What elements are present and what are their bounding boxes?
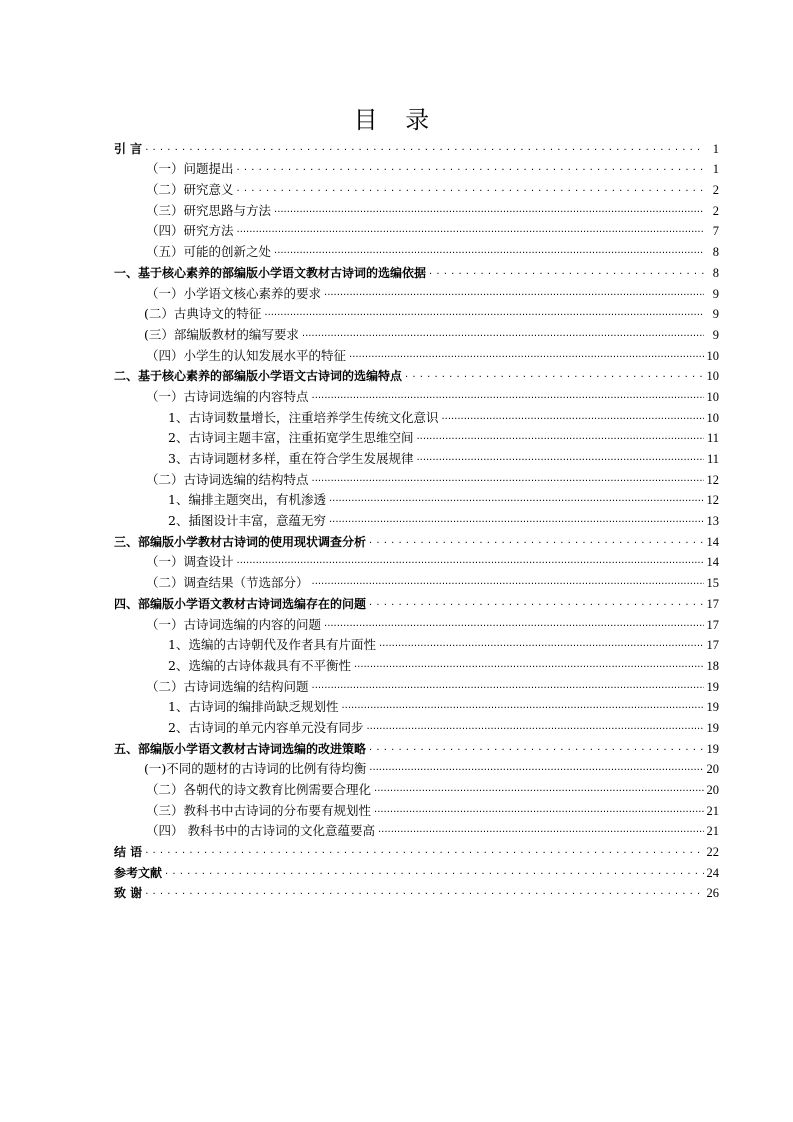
dot-leader [329,492,704,508]
toc-entry[interactable] [114,777,719,798]
dot-leader [145,141,704,157]
toc-entry-label: 参考文献 [114,865,163,880]
toc-entry-label: （二）研究意义 [146,182,234,198]
toc-entry[interactable] [114,715,719,736]
toc-entry-page: 10 [706,348,719,363]
toc-entry-label: (二）古典诗文的特征 [144,306,262,322]
toc-entry-page: 8 [712,245,719,260]
toc-entry-label: (三）部编版教材的编写要求 [144,326,299,342]
toc-entry-label: 三、部编版小学教材古诗词的使用现状调查分析 [114,534,367,549]
toc-entry-label: 致 谢 [114,886,143,901]
toc-entry[interactable] [114,819,719,840]
toc-entry[interactable] [114,570,719,591]
toc-entry-page: 9 [712,307,719,322]
toc-entry-label: （一）古诗词选编的内容的问题 [146,616,322,632]
toc-entry-page: 9 [712,286,719,301]
toc-entry-label: 引 言 [114,141,143,156]
dot-leader [237,182,704,198]
dot-leader [145,844,703,860]
toc-entry-page: 14 [706,555,719,570]
toc-entry-page: 12 [706,472,719,487]
toc-entry[interactable] [114,612,719,633]
toc-entry[interactable] [114,550,719,571]
toc-entry-label: 1、选编的古诗朝代及作者具有片面性 [168,637,376,653]
toc-entry-label: 五、部编版小学语文教材古诗词选编的改进策略 [114,741,367,756]
toc-entry[interactable] [114,343,719,364]
toc-entry-label: （二）古诗词选编的结构特点 [146,471,309,487]
toc-entry[interactable] [114,136,719,157]
toc-entry-page: 1 [712,162,719,177]
toc-entry-page: 14 [706,534,719,549]
toc-entry-label: （二）调查结果（节选部分） [146,575,309,591]
toc-entry-label: （一）古诗词选编的内容特点 [146,388,309,404]
dot-leader [366,720,703,736]
toc-entry-page: 20 [706,783,719,797]
toc-entry[interactable] [114,798,719,819]
dot-leader [369,741,703,757]
toc-entry-page: 19 [706,720,719,735]
toc-entry-page: 2 [712,183,719,198]
dot-leader [312,472,704,488]
toc-entry-page: 22 [706,845,719,860]
toc-entry-label: 一、基于核心素养的部编版小学语文教材古诗词的选编依据 [114,265,427,280]
toc-entry-label: 二、基于核心素养的部编版小学语文古诗词的选编特点 [114,369,403,384]
toc-entry[interactable] [114,757,719,778]
toc-entry[interactable] [114,302,719,323]
toc-entry[interactable] [114,322,719,343]
dot-leader [264,306,704,322]
toc-entry[interactable] [114,653,719,674]
dot-leader [237,223,704,239]
toc-entry-label: 四、部编版小学语文教材古诗词选编存在的问题 [114,596,367,611]
toc-entry-label: （四） 教科书中的古诗词的文化意蕴要高 [146,823,375,839]
dot-leader [237,161,704,177]
toc-entry-page: 24 [706,865,719,880]
toc-entry-label: 2、选编的古诗体裁具有不平衡性 [168,657,351,673]
dot-leader [374,803,703,819]
toc-entry[interactable] [114,177,719,198]
toc-entry[interactable] [114,881,719,902]
toc-entry[interactable] [114,384,719,405]
dot-leader [341,699,703,715]
toc-entry-label: 1、古诗词的编排尚缺乏规划性 [168,699,339,715]
toc-entry-label: （二）各朝代的诗文教育比例需要合理化 [146,782,372,797]
toc-entry-label: （三）研究思路与方法 [146,202,272,218]
toc-entry-label: （四）研究方法 [146,223,234,239]
toc-entry[interactable] [114,860,719,881]
toc-entry-label: 1、编排主题突出，有机渗透 [168,492,326,508]
toc-entry-page: 15 [706,576,719,591]
toc-entry[interactable] [114,695,719,716]
table-of-contents [114,136,719,901]
toc-entry-page: 12 [706,493,719,508]
toc-entry[interactable] [114,198,719,219]
toc-entry-page: 20 [706,762,719,777]
page-title: 目 录 [353,106,440,134]
toc-entry-label: （一）小学语文核心素养的要求 [146,285,322,301]
toc-entry-page: 17 [706,638,719,653]
dot-leader [416,451,703,467]
toc-entry[interactable] [114,281,719,302]
dot-leader [312,679,704,695]
toc-entry-page: 10 [706,410,719,425]
dot-leader [324,286,704,302]
toc-entry-page: 2 [712,203,719,218]
dot-leader [312,575,704,591]
dot-leader [354,658,704,674]
dot-leader [349,348,703,364]
toc-entry-page: 19 [706,741,719,756]
dot-leader [165,865,703,881]
dot-leader [374,782,703,798]
toc-entry[interactable] [114,405,719,426]
toc-entry[interactable] [114,446,719,467]
dot-leader [378,823,704,839]
toc-entry[interactable] [114,364,719,385]
toc-entry-label: 3、古诗词题材多样，重在符合学生发展规律 [168,451,414,466]
toc-entry-label: （一）问题提出 [146,161,234,177]
toc-entry-label: 结 语 [114,845,143,860]
toc-entry-label: （二）古诗词选编的结构问题 [146,678,309,694]
toc-entry[interactable] [114,633,719,654]
toc-entry-page: 19 [706,679,719,694]
toc-entry-page: 1 [712,141,719,156]
dot-leader [416,430,703,446]
toc-entry-label: 2、古诗词的单元内容单元没有同步 [168,719,364,735]
dot-leader [274,203,704,219]
dot-leader [369,761,703,777]
toc-entry-page: 10 [706,389,719,404]
toc-entry-page: 9 [712,327,719,342]
toc-entry[interactable] [114,239,719,260]
toc-entry-page: 11 [706,452,719,466]
dot-leader [302,327,704,343]
dot-leader [312,389,704,405]
dot-leader [441,410,703,426]
toc-entry-page: 8 [712,265,719,280]
dot-leader [237,554,704,570]
toc-entry-page: 26 [706,886,719,901]
toc-entry-page: 7 [712,224,719,239]
dot-leader [274,244,704,260]
dot-leader [329,513,704,529]
toc-entry-label: 1、古诗词数量增长，注重培养学生传统文化意识 [168,409,439,425]
toc-entry[interactable] [114,508,719,529]
dot-leader [324,617,703,633]
toc-entry-page: 21 [706,803,719,818]
toc-entry[interactable] [114,467,719,488]
toc-entry-page: 10 [706,369,719,384]
dot-leader [405,368,703,384]
toc-entry[interactable] [114,157,719,178]
toc-entry-page: 21 [706,824,719,839]
toc-entry[interactable] [114,839,719,860]
toc-entry[interactable] [114,736,719,757]
toc-entry[interactable] [114,674,719,695]
dot-leader [369,596,703,612]
toc-entry-page: 17 [706,596,719,611]
toc-entry[interactable] [114,488,719,509]
dot-leader [369,534,703,550]
toc-entry-label: 2、古诗词主题丰富，注重拓宽学生思维空间 [168,430,414,446]
toc-entry-page: 18 [706,658,719,673]
toc-entry-label: （一）调查设计 [146,554,234,570]
dot-leader [429,265,704,281]
toc-entry-label: 2、插图设计丰富，意蕴无穷 [168,513,326,529]
toc-entry-page: 17 [706,617,719,632]
toc-entry-page: 19 [706,700,719,715]
toc-entry-label: （五）可能的创新之处 [146,244,272,260]
dot-leader [145,885,703,901]
toc-entry-page: 11 [706,431,719,446]
dot-leader [379,637,704,653]
toc-entry[interactable] [114,529,719,550]
toc-entry[interactable] [114,260,719,281]
toc-entry-page: 13 [706,514,719,529]
toc-entry-label: （四）小学生的认知发展水平的特征 [146,347,347,363]
toc-entry[interactable] [114,219,719,240]
toc-entry[interactable] [114,591,719,612]
toc-entry-label: (一)不同的题材的古诗词的比例有待均衡 [144,761,367,777]
toc-entry-label: （三）教科书中古诗词的分布要有规划性 [146,802,372,818]
toc-entry[interactable] [114,426,719,447]
